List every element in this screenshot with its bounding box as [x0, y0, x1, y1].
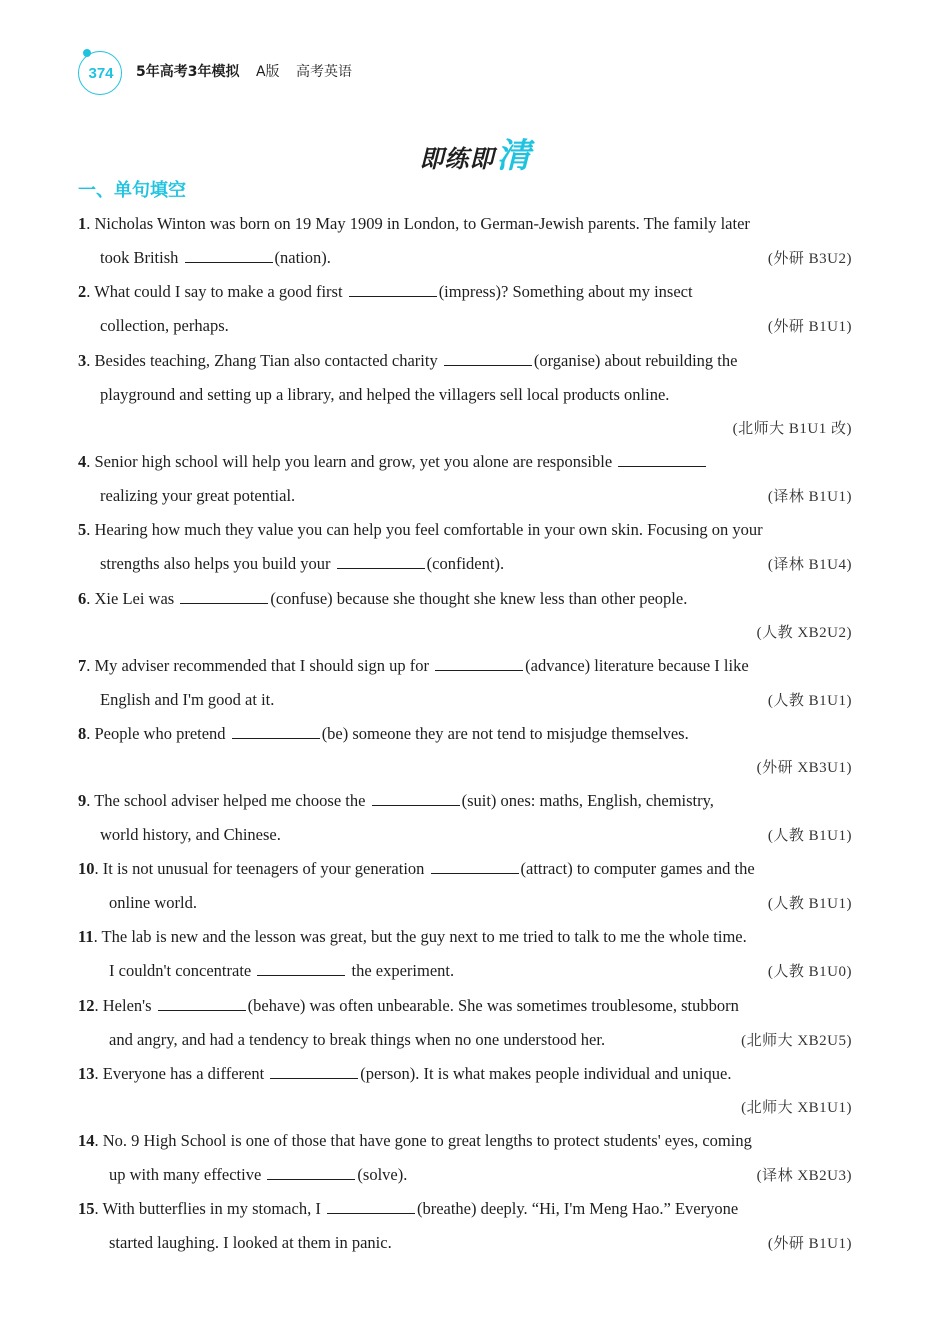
question-source: (人教 B1U1) [767, 828, 852, 844]
question-line [78, 1192, 852, 1226]
question-number: 13 [78, 1064, 95, 1083]
question-line [78, 378, 852, 412]
question-text: I couldn't concentrate [109, 961, 256, 980]
answer-blank[interactable] [270, 1077, 358, 1079]
question-7 [78, 649, 852, 717]
question-text: (be) someone they are not tend to misjudge themselves. [321, 724, 689, 743]
question-15 [78, 1192, 852, 1260]
question-text: (solve). [357, 1165, 408, 1184]
question-text: . With butterflies in my stomach, I [94, 1199, 325, 1218]
question-9 [78, 784, 852, 852]
question-text: . Nicholas Winton was born on 19 May 1909 in London, to German-Jewish parents. The family later [86, 214, 750, 233]
answer-blank[interactable] [337, 567, 425, 569]
question-line [78, 241, 852, 275]
question-text: . Everyone has a different [94, 1064, 269, 1083]
answer-blank[interactable] [349, 295, 437, 297]
question-source: (译林 B1U1) [767, 489, 852, 505]
question-text: (suit) ones: maths, English, chemistry, [461, 791, 714, 810]
question-source: (人教 B1U0) [767, 964, 852, 980]
question-text: . Besides teaching, Zhang Tian also contacted charity [86, 351, 442, 370]
question-text: . Helen's [94, 996, 156, 1015]
question-line [78, 344, 852, 378]
question-source: (北师大 XB1U1) [741, 1100, 852, 1116]
answer-blank[interactable] [435, 669, 523, 671]
question-text: (behave) was often unbearable. She was sometimes troublesome, stubborn [247, 996, 739, 1015]
question-number: 7 [78, 656, 87, 675]
question-number: 5 [78, 520, 87, 539]
question-line [78, 412, 852, 446]
question-text: . Xie Lei was [86, 589, 179, 608]
answer-blank[interactable] [185, 261, 273, 263]
question-line [78, 547, 852, 581]
question-line [78, 954, 852, 988]
header-title [136, 61, 352, 81]
question-line [78, 649, 852, 683]
answer-blank[interactable] [327, 1212, 415, 1214]
question-text: . Hearing how much they value you can help you feel comfortable in your own skin. Focusing on your [86, 520, 763, 539]
answer-blank[interactable] [372, 804, 460, 806]
edition: A版 [255, 64, 280, 80]
question-source: (译林 B1U4) [767, 557, 852, 573]
question-source: (人教 XB2U2) [756, 625, 852, 641]
question-text: (confident). [426, 554, 505, 573]
question-line [78, 818, 852, 852]
question-number: 15 [78, 1199, 95, 1218]
question-line [78, 1057, 852, 1091]
question-line [78, 751, 852, 785]
question-text: and angry, and had a tendency to break things when no one understood her. [109, 1030, 606, 1049]
question-line [78, 445, 852, 479]
question-text: collection, perhaps. [100, 316, 229, 335]
question-10 [78, 852, 852, 920]
question-number: 12 [78, 996, 95, 1015]
question-source: (外研 B1U1) [767, 319, 852, 335]
question-text: (organise) about rebuilding the [533, 351, 738, 370]
question-line [78, 275, 852, 309]
question-11 [78, 920, 852, 988]
question-13 [78, 1057, 852, 1125]
part-heading: 一、单句填空 [78, 180, 186, 201]
question-line [78, 989, 852, 1023]
question-number: 9 [78, 791, 87, 810]
question-line [78, 616, 852, 650]
question-1 [78, 207, 852, 275]
question-line [78, 479, 852, 513]
question-text: . My adviser recommended that I should sign up for [86, 656, 434, 675]
question-number: 4 [78, 452, 87, 471]
question-source: (外研 B1U1) [767, 1236, 852, 1252]
question-text: world history, and Chinese. [100, 825, 281, 844]
page-number: 374 [88, 65, 114, 82]
section-title-main: 即练即 [419, 145, 495, 173]
answer-blank[interactable] [431, 872, 519, 874]
question-number: 2 [78, 282, 87, 301]
question-text: up with many effective [109, 1165, 266, 1184]
question-text: online world. [109, 893, 197, 912]
question-number: 10 [78, 859, 95, 878]
question-line [78, 784, 852, 818]
page-number-badge [78, 51, 122, 95]
question-line [78, 207, 852, 241]
question-number: 3 [78, 351, 87, 370]
question-text: (breathe) deeply. “Hi, I'm Meng Hao.” Everyone [416, 1199, 739, 1218]
question-3 [78, 344, 852, 446]
question-line [78, 683, 852, 717]
question-source: (外研 B3U2) [767, 251, 852, 267]
question-text: (attract) to computer games and the [520, 859, 755, 878]
question-line [78, 1158, 852, 1192]
question-line [78, 1091, 852, 1125]
question-line [78, 309, 852, 343]
answer-blank[interactable] [232, 737, 320, 739]
question-number: 14 [78, 1131, 95, 1150]
question-8 [78, 717, 852, 785]
book-title: 5年高考3年模拟 [136, 64, 240, 80]
section-title [0, 128, 950, 177]
question-12 [78, 989, 852, 1057]
question-text: English and I'm good at it. [100, 690, 275, 709]
question-text: realizing your great potential. [100, 486, 296, 505]
answer-blank[interactable] [444, 364, 532, 366]
question-line [78, 886, 852, 920]
question-line [78, 1226, 852, 1260]
section-title-accent: 清 [496, 136, 531, 176]
answer-blank[interactable] [257, 974, 345, 976]
question-text: started laughing. I looked at them in panic. [109, 1233, 392, 1252]
question-text: playground and setting up a library, and helped the villagers sell local products online. [100, 385, 670, 404]
question-source: (译林 XB2U3) [756, 1168, 852, 1184]
question-text: (impress)? Something about my insect [438, 282, 693, 301]
question-4 [78, 445, 852, 513]
question-text: . No. 9 High School is one of those that have gone to great lengths to protect students' eyes, coming [94, 1131, 752, 1150]
question-line [78, 852, 852, 886]
question-5 [78, 513, 852, 581]
question-text: (confuse) because she thought she knew less than other people. [270, 589, 688, 608]
question-text: strengths also helps you build your [100, 554, 335, 573]
answer-blank[interactable] [158, 1009, 246, 1011]
question-source: (北师大 XB2U5) [741, 1033, 852, 1049]
question-number: 6 [78, 589, 87, 608]
question-6 [78, 582, 852, 650]
question-line [78, 1124, 852, 1158]
question-line [78, 920, 852, 954]
answer-blank[interactable] [267, 1178, 355, 1180]
question-source: (人教 B1U1) [767, 693, 852, 709]
question-text: . The school adviser helped me choose the [86, 791, 370, 810]
question-text: . What could I say to make a good first [86, 282, 347, 301]
answer-blank[interactable] [180, 602, 268, 604]
question-number: 11 [78, 927, 94, 946]
question-text: . The lab is new and the lesson was great, but the guy next to me tried to talk to me the whole time. [93, 927, 747, 946]
question-text: . It is not unusual for teenagers of your generation [94, 859, 429, 878]
question-source: (外研 XB3U1) [756, 760, 852, 776]
question-source: (人教 B1U1) [767, 896, 852, 912]
question-line [78, 1023, 852, 1057]
question-text: took British [100, 248, 183, 267]
page-header [78, 48, 578, 98]
subject: 高考英语 [295, 64, 352, 80]
question-line [78, 582, 852, 616]
question-14 [78, 1124, 852, 1192]
question-text: (nation). [274, 248, 331, 267]
question-source: (北师大 B1U1 改) [732, 421, 852, 437]
question-number: 8 [78, 724, 87, 743]
question-text: the experiment. [347, 961, 455, 980]
question-line [78, 513, 852, 547]
question-2 [78, 275, 852, 343]
question-line [78, 717, 852, 751]
question-text: . People who pretend [86, 724, 230, 743]
question-text: (person). It is what makes people individual and unique. [360, 1064, 732, 1083]
answer-blank[interactable] [618, 465, 706, 467]
question-text: . Senior high school will help you learn and grow, yet you alone are responsible [86, 452, 617, 471]
question-text: (advance) literature because I like [525, 656, 749, 675]
question-number: 1 [78, 214, 87, 233]
